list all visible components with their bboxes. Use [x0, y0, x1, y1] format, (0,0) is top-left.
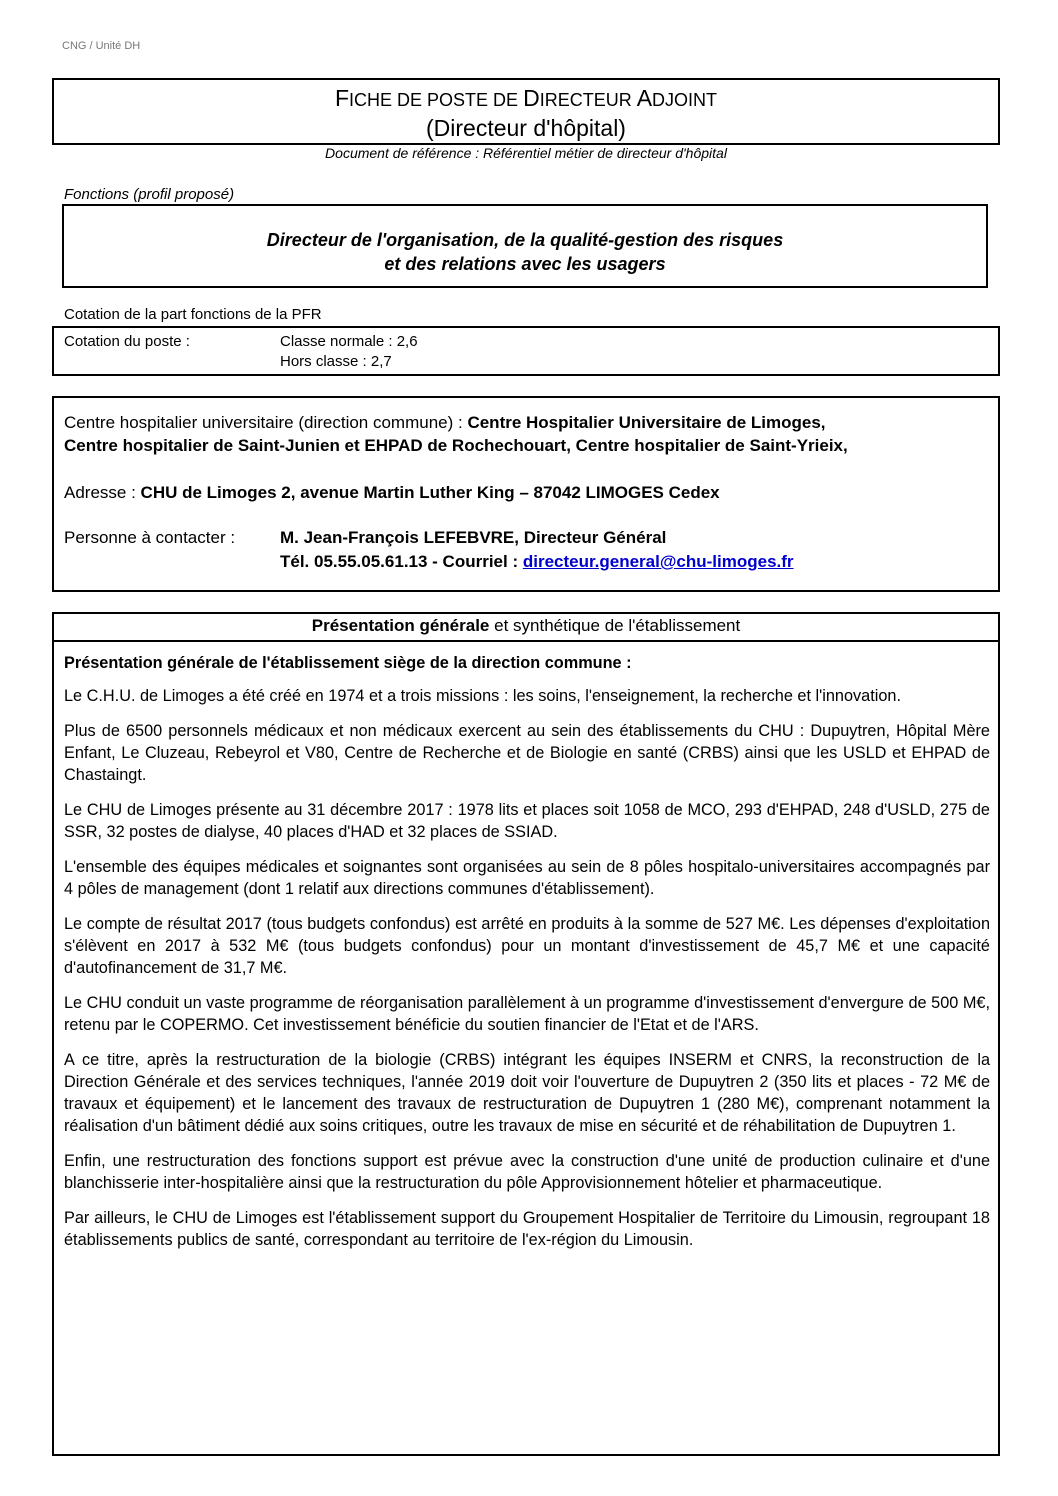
contact-name: M. Jean-François LEFEBVRE, Directeur Général: [280, 528, 667, 547]
presentation-body: [64, 652, 990, 1264]
presentation-paragraph: A ce titre, après la restructuration de la biologie (CRBS) intégrant les équipes INSERM et CNRS, la reconstruction de la Direction Générale et des services techniques, l'année 2019 doit voir l'ouverture de Dupuytren 2 (350 lits et places - 72 M€ de travaux et équipement) et le lancement des travaux de restructuration de Dupuytren 1 (280 M€), comprenant notamment la réalisation d'un bâtiment dédié aux soins critiques, outre les travaux de mise en sécurité et de réhabilitation de Dupuytren 1.: [64, 1051, 990, 1135]
fonctions-line-1: Directeur de l'organisation, de la qualité-gestion des risques: [266, 230, 784, 250]
presentation-paragraph: Enfin, une restructuration des fonctions support est prévue avec la construction d'une unité de production culinaire et d'une blanchisserie inter-hospitalière ainsi que la restructuration du pôle Approvisionnement hôtelier et pharmaceutique.: [64, 1152, 990, 1192]
presentation-heading-bold: Présentation générale: [311, 616, 490, 635]
cotation-row-label: Cotation du poste :: [64, 333, 190, 350]
etablissement-box: [52, 396, 1000, 592]
contact-label: Personne à contacter :: [64, 528, 236, 547]
etablissement-names-2: Centre hospitalier de Saint-Junien et EHPAD de Rochechouart, Centre hospitalier de Saint-Yrieix,: [64, 436, 848, 455]
cotation-values: [280, 332, 418, 372]
adresse-line: [64, 482, 720, 503]
title-part-1: ICHE DE POSTE DE: [349, 90, 524, 110]
adresse-label: Adresse :: [64, 483, 141, 502]
etablissement-intro: Centre hospitalier universitaire (direction commune) :: [64, 413, 468, 432]
title-cap-3: A: [636, 85, 653, 111]
presentation-paragraph: Le CHU conduit un vaste programme de réorganisation parallèlement à un programme d'investissement d'envergure de 500 M€, retenu par le COPERMO. Cet investissement bénéficie du soutien financier de l'Etat et de l'ARS.: [64, 994, 990, 1034]
contact-email-link[interactable]: directeur.general@chu-limoges.fr: [522, 552, 794, 571]
title-box: [52, 78, 1000, 145]
cotation-hors-classe: Hors classe : 2,7: [280, 353, 392, 370]
reference-document: Document de référence : Référentiel métier de directeur d'hôpital: [325, 145, 727, 161]
title-cap-1: F: [334, 85, 350, 111]
contact-tel: Tél. 05.55.05.61.13 - Courriel :: [280, 552, 523, 571]
fonctions-line-2: et des relations avec les usagers: [384, 254, 666, 274]
cotation-classe-normale: Classe normale : 2,6: [280, 333, 418, 350]
cotation-box: [52, 326, 1000, 376]
presentation-paragraph: Le CHU de Limoges présente au 31 décembre 2017 : 1978 lits et places soit 1058 de MCO, 293 d'EHPAD, 248 d'USLD, 275 de SSR, 32 postes de dialyse, 40 places d'HAD et 32 places de SSIAD.: [64, 801, 990, 841]
title-part-2: IRECTEUR: [539, 90, 637, 110]
page-title: [54, 84, 998, 114]
presentation-paragraph: Par ailleurs, le CHU de Limoges est l'établissement support du Groupement Hospitalier de Territoire du Limousin, regroupant 18 établissements publics de santé, correspondant au territoire de l'ex-région du Limousin.: [64, 1209, 990, 1249]
presentation-box: [52, 612, 1000, 1456]
page-subtitle: (Directeur d'hôpital): [426, 115, 626, 141]
etablissement-line-1: [64, 412, 826, 433]
presentation-subheading: Présentation générale de l'établissement siège de la direction commune :: [64, 654, 632, 672]
title-cap-2: D: [523, 85, 540, 111]
presentation-paragraph: L'ensemble des équipes médicales et soignantes sont organisées au sein de 8 pôles hospitalo-universitaires accompagnés par 4 pôles de management (dont 1 relatif aux directions communes d'établissement).: [64, 858, 990, 898]
fonctions-label: Fonctions (profil proposé): [64, 186, 235, 203]
presentation-heading-rest: et synthétique de l'établissement: [489, 616, 741, 635]
cotation-label: Cotation de la part fonctions de la PFR: [64, 306, 322, 323]
title-part-3: DJOINT: [652, 90, 718, 110]
fonctions-box: [62, 204, 988, 288]
presentation-paragraph: Le compte de résultat 2017 (tous budgets confondus) est arrêté en produits à la somme de 527 M€. Les dépenses d'exploitation s'élèvent en 2017 à 532 M€ (tous budgets confondus) pour un montant d'investissement de 45,7 M€ et une capacité d'autofinancement de 31,7 M€.: [64, 915, 990, 977]
adresse-value: CHU de Limoges 2, avenue Martin Luther King – 87042 LIMOGES Cedex: [140, 483, 720, 502]
header-tag: CNG / Unité DH: [62, 40, 141, 52]
presentation-paragraph: Le C.H.U. de Limoges a été créé en 1974 et a trois missions : les soins, l'enseignement, la recherche et l'innovation.: [64, 687, 902, 705]
presentation-heading: [54, 614, 998, 642]
contact-tel-line: [280, 551, 794, 572]
etablissement-names-1: Centre Hospitalier Universitaire de Limoges,: [467, 413, 826, 432]
presentation-paragraph: Plus de 6500 personnels médicaux et non médicaux exercent au sein des établissements du CHU : Dupuytren, Hôpital Mère Enfant, Le Cluzeau, Rebeyrol et V80, Centre de Recherche et de Biologie en santé (CRBS) ainsi que les USLD et EHPAD de Chastaingt.: [64, 722, 990, 784]
